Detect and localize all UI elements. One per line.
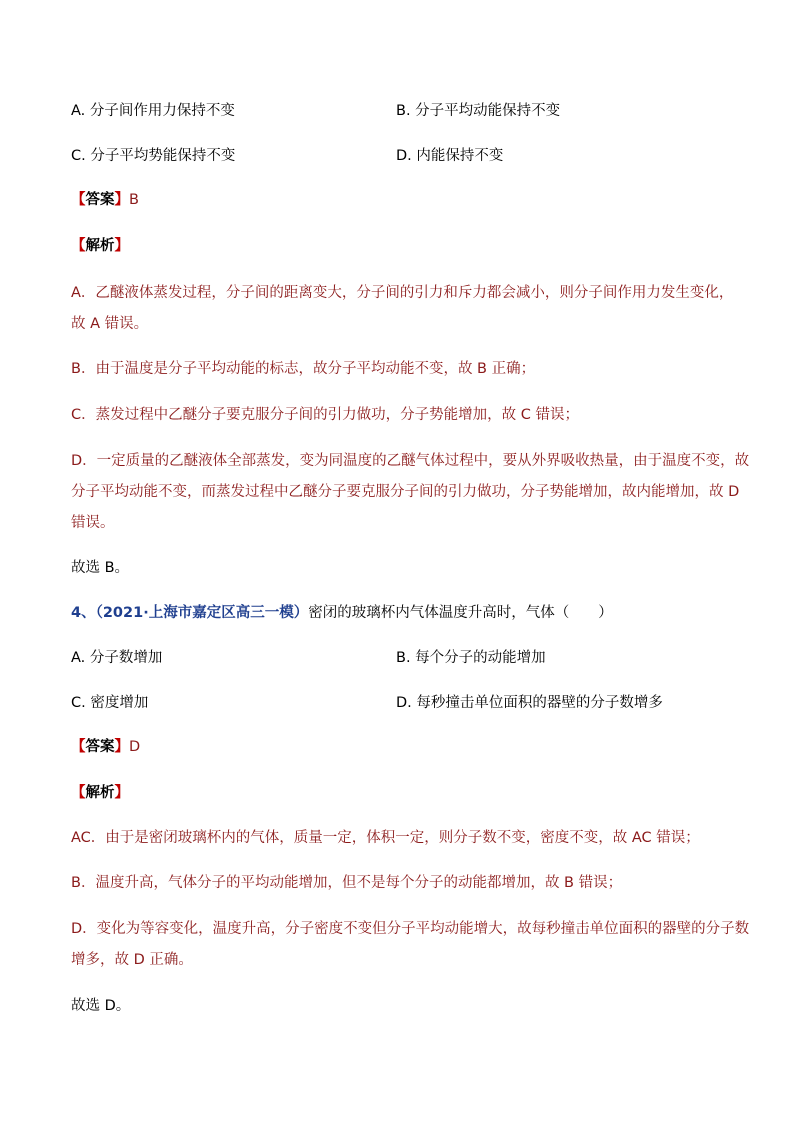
q4-option-c: C. 密度增加 — [71, 695, 149, 711]
q4-option-a: A. 分子数增加 — [71, 650, 163, 666]
q3-analysis-line: 分子平均动能不变，而蒸发过程中乙醚分子要克服分子间的引力做功，分子势能增加，故内能增加，故 D — [71, 484, 740, 500]
q4-analysis-line: 增多，故 D 正确。 — [71, 952, 193, 968]
q3-conclusion: 故选 B。 — [71, 560, 130, 576]
q4-source: （2021·上海市嘉定区高三一模） — [95, 605, 309, 621]
q3-answer — [71, 190, 139, 210]
q4-analysis-line: D．变化为等容变化，温度升高，分子密度不变但分子平均动能增大，故每秒撞击单位面积的器壁的分子数 — [71, 921, 750, 937]
answer-tag: 【答案】 — [71, 739, 129, 755]
q3-analysis-line: B．由于温度是分子平均动能的标志，故分子平均动能不变，故 B 正确； — [71, 361, 536, 377]
q3-analysis-line: C．蒸发过程中乙醚分子要克服分子间的引力做功，分子势能增加，故 C 错误； — [71, 407, 579, 423]
q4-analysis-heading: 【解析】 — [71, 785, 129, 801]
q4-number: 4、 — [71, 605, 96, 621]
answer-tag: 【答案】 — [71, 192, 129, 208]
q3-option-b: B. 分子平均动能保持不变 — [396, 103, 561, 119]
q4-stem-text: 密闭的玻璃杯内气体温度升高时，气体（ ） — [308, 605, 613, 621]
q3-analysis-line: 故 A 错误。 — [71, 316, 149, 332]
q4-option-d: D. 每秒撞击单位面积的器壁的分子数增多 — [396, 695, 663, 711]
q3-option-c: C. 分子平均势能保持不变 — [71, 148, 236, 164]
q4-conclusion: 故选 D。 — [71, 998, 131, 1014]
q4-answer — [71, 737, 140, 757]
q4-analysis-line: B．温度升高，气体分子的平均动能增加，但不是每个分子的动能都增加，故 B 错误； — [71, 875, 623, 891]
q3-option-d: D. 内能保持不变 — [396, 148, 504, 164]
q3-answer-value: B — [129, 192, 139, 208]
q3-option-a: A. 分子间作用力保持不变 — [71, 103, 235, 119]
q4-answer-value: D — [129, 739, 141, 755]
q4-analysis-line: AC．由于是密闭玻璃杯内的气体，质量一定，体积一定，则分子数不变，密度不变，故 AC 错误； — [71, 830, 700, 846]
q3-analysis-line: 错误。 — [71, 515, 115, 531]
q3-analysis-heading: 【解析】 — [71, 238, 129, 254]
q4-stem — [71, 603, 613, 623]
q3-analysis-line: A．乙醚液体蒸发过程，分子间的距离变大，分子间的引力和斥力都会减小，则分子间作用力发生变化， — [71, 285, 734, 301]
q3-analysis-line: D．一定质量的乙醚液体全部蒸发，变为同温度的乙醚气体过程中，要从外界吸收热量，由于温度不变，故 — [71, 453, 750, 469]
q4-option-b: B. 每个分子的动能增加 — [396, 650, 546, 666]
